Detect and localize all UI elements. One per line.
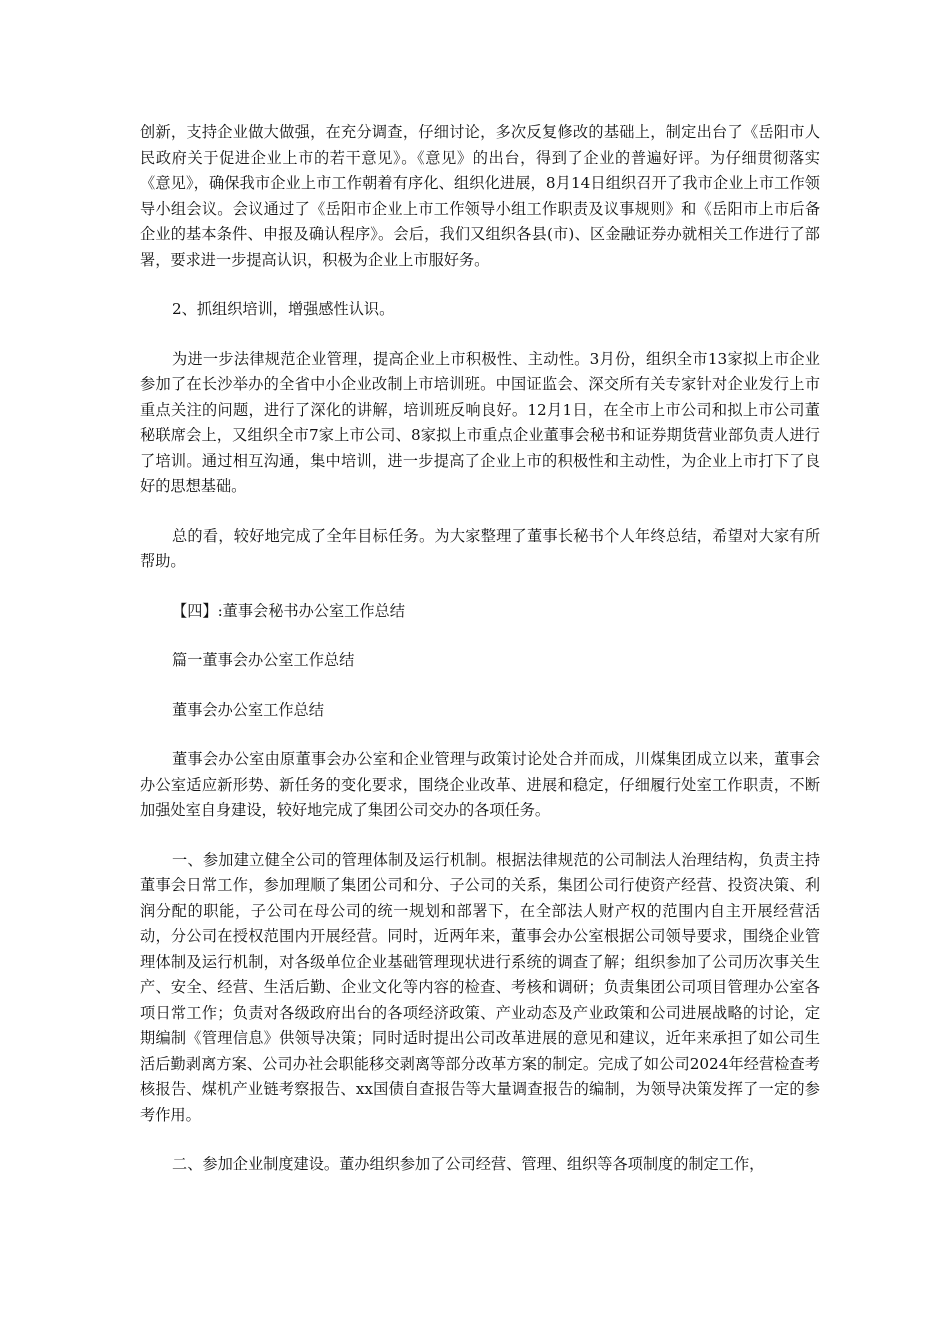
article-title: 篇一董事会办公室工作总结 — [172, 651, 355, 669]
paragraph-management-system: 一、参加建立健全公司的管理体制及运行机制。根据法律规范的公司制法人治理结构，负责主持董事会日常工作，参加理顺了集团公司和分、子公司的关系，集团公司行使资产经营、投资决策、利润分配的职能，子公司在母公司的统一规划和部署下，在全部法人财产权的范围内自主开展经营活动，分公司在授权范围内开展经营。同时，近两年来，董事会办公室根据公司领导要求，围绕企业管理体制及运行机制，对各级单位企业基础管理现状进行系统的调查了解；组织参加了公司历次事关生产、安全、经营、生活后勤、企业文化等内容的检查、考核和调研；负责集团公司项目管理办公室各项日常工作；负责对各级政府出台的各项经济政策、产业动态及产业政策和公司进展战略的讨论，定期编制《管理信息》供领导决策；同时适时提出公司改革进展的意见和建议，近年来承担了如公司生活后勤剥离方案、公司办社会职能移交剥离等部分改革方案的制定。完成了如公司2024年经营检查考核报告、煤机产业链考察报告、xx国债自查报告等大量调查报告的编制，为领导决策发挥了一定的参考作用。 — [140, 850, 820, 1124]
section-heading-four: 【四】:董事会秘书办公室工作总结 — [172, 601, 405, 620]
paragraph-listing-policy: 创新，支持企业做大做强，在充分调查，仔细讨论，多次反复修改的基础上，制定出台了《岳阳市人民政府关于促进企业上市的若干意见》。《意见》的出台，得到了企业的普遍好评。为仔细贯彻落实《意见》，确保我市企业上市工作朝着有序化、组织化进展，8月14日组织召开了我市企业上市工作领导小组会议。会议通过了《岳阳市企业上市工作领导小组工作职责及议事规则》和《岳阳市上市后备企业的基本条件、申报及确认程序》。会后，我们又组织各县(市)、区金融证券办就相关工作进行了部署，要求进一步提高认识，积极为企业上市服好务。 — [140, 123, 820, 269]
paragraph-office-intro: 董事会办公室由原董事会办公室和企业管理与政策讨论处合并而成，川煤集团成立以来，董事会办公室适应新形势、新任务的变化要求，围绕企业改革、进展和稳定，仔细履行处室工作职责，不断加强处室自身建设，较好地完成了集团公司交办的各项任务。 — [140, 750, 820, 819]
paragraph-summary: 总的看，较好地完成了全年目标任务。为大家整理了董事长秘书个人年终总结，希望对大家有所帮助。 — [140, 526, 820, 570]
paragraph-system-building: 二、参加企业制度建设。董办组织参加了公司经营、管理、组织等各项制度的制定工作， — [172, 1155, 765, 1173]
paragraph-training-body: 为进一步法律规范企业管理，提高企业上市积极性、主动性。3月份，组织全市13家拟上市企业参加了在长沙举办的全省中小企业改制上市培训班。中国证监会、深交所有关专家针对企业发行上市重点关注的问题，进行了深化的讲解，培训班反响良好。12月1日，在全市上市公司和拟上市公司董秘联席会上，又组织全市7家上市公司、8家拟上市重点企业董事会秘书和证券期货营业部负责人进行了培训。通过相互沟通，集中培训，进一步提高了企业上市的积极性和主动性，为企业上市打下了良好的思想基础。 — [140, 349, 820, 495]
paragraph-training-heading: 2、抓组织培训，增强感性认识。 — [172, 300, 395, 318]
document-page — [140, 120, 820, 1202]
article-subtitle: 董事会办公室工作总结 — [172, 700, 324, 719]
